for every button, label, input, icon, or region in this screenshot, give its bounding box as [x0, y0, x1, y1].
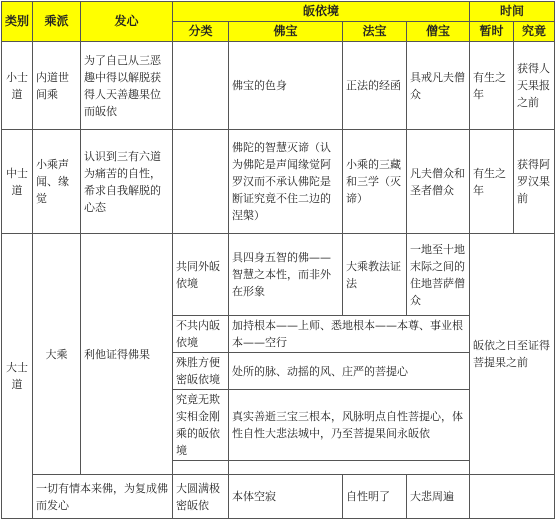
header-temporary: 暂时	[470, 22, 514, 42]
middle-sangha: 凡夫僧众和圣者僧众	[407, 130, 470, 234]
common-buddha: 具四身五智的佛——智慧之本性，而非外在形象	[229, 234, 343, 316]
great-perfection-sangha: 大悲周遍	[407, 475, 470, 519]
header-dharma: 法宝	[343, 22, 407, 42]
small-motivation: 为了自己从三恶趣中得以解脱获得人天善趣果位而皈依	[81, 42, 173, 130]
great-motivation-buddhanature: 一切有情本来佛，为复成佛而发心	[33, 475, 173, 519]
great-time: 皈依之日至证得菩提果之前	[470, 234, 555, 475]
content-spacer	[229, 461, 470, 475]
row-great-perfection	[2, 475, 555, 519]
middle-buddha: 佛陀的智慧灭谛（认为佛陀是声闻缘觉阿罗汉而不承认佛陀是断证究竟不住二边的涅槃）	[229, 130, 343, 234]
special-secret-refuge: 殊胜方便密皈依境	[173, 353, 229, 390]
uncommon-inner-refuge: 不共内皈依境	[173, 316, 229, 353]
middle-ultimate: 获得阿罗汉果前	[514, 130, 555, 234]
header-division: 分类	[173, 22, 229, 42]
header-sangha: 僧宝	[407, 22, 470, 42]
great-vehicle: 大乘	[33, 234, 81, 475]
common-outer-refuge: 共同外皈依境	[173, 234, 229, 316]
common-sangha: 一地至十地末际之间的住地菩萨僧众	[407, 234, 470, 316]
great-motivation-altruism: 利他证得佛果	[81, 234, 173, 475]
header-row-top	[2, 2, 555, 22]
great-category: 大士道	[2, 234, 33, 519]
header-vehicle: 乘派	[33, 2, 81, 42]
middle-division	[173, 130, 229, 234]
middle-dharma: 小乘的三藏和三学（灭谛）	[343, 130, 407, 234]
middle-category: 中士道	[2, 130, 33, 234]
small-buddha: 佛宝的色身	[229, 42, 343, 130]
small-dharma: 正法的经函	[343, 42, 407, 130]
refuge-comparison-table	[1, 1, 555, 519]
middle-vehicle: 小乘声闻、缘觉	[33, 130, 81, 234]
row-great-common	[2, 234, 555, 316]
great-perfection-buddha: 本体空寂	[229, 475, 343, 519]
row-small-scope	[2, 42, 555, 130]
header-ultimate: 究竟	[514, 22, 555, 42]
division-spacer	[173, 461, 229, 475]
middle-temporary: 有生之年	[470, 130, 514, 234]
great-perfection-time	[470, 475, 555, 519]
small-vehicle: 内道世间乘	[33, 42, 81, 130]
great-perfection-refuge: 大圆满极密皈依	[173, 475, 229, 519]
great-perfection-dharma: 自性明了	[343, 475, 407, 519]
small-temporary: 有生之年	[470, 42, 514, 130]
header-buddha: 佛宝	[229, 22, 343, 42]
small-sangha: 具戒凡夫僧众	[407, 42, 470, 130]
ultimate-content: 真实善逝三宝三根本，风脉明点自性菩提心，体性自性大悲法城中，乃至菩提果间永皈依	[229, 390, 470, 461]
header-category: 类别	[2, 2, 33, 42]
row-middle-scope	[2, 130, 555, 234]
header-time: 时间	[470, 2, 555, 22]
ultimate-vajrayana-refuge: 究竟无欺实相金刚乘的皈依境	[173, 390, 229, 461]
small-category: 小士道	[2, 42, 33, 130]
special-content: 处所的脉、动摇的风、庄严的菩提心	[229, 353, 470, 390]
small-division	[173, 42, 229, 130]
middle-motivation: 认识到三有六道为痛苦的自性，希求自我解脱的心态	[81, 130, 173, 234]
small-ultimate: 获得人天果报之前	[514, 42, 555, 130]
header-refuge-object: 皈依境	[173, 2, 470, 22]
uncommon-content: 加持根本——上师、悉地根本——本尊、事业根本——空行	[229, 316, 470, 353]
common-dharma: 大乘教法证法	[343, 234, 407, 316]
header-motivation: 发心	[81, 2, 173, 42]
